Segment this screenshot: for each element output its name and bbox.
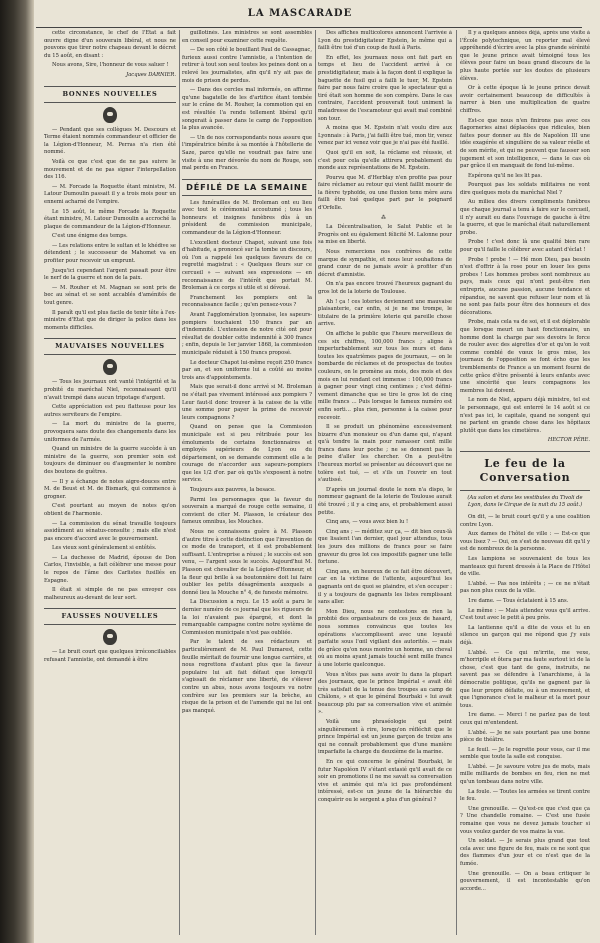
article-paragraph: Quoi qu'il en soit, la réclame est réussie, et c'est pour cela qu'elle attirera probablement du monde aux représentations de M. Epstein. — [318, 149, 452, 172]
binding-spine — [0, 0, 34, 943]
article-paragraph: Pourquoi pas les soldats militaires ne vont dire quelques mots du maréchal Niel ? — [460, 182, 590, 196]
article-paragraph: cette circonstance, le chef de l'Etat a fait œuvre digne d'un souverain libéral, et nous ne pouvons que tirer notre chapeau devant le décret du 15 août, en disant : — [44, 30, 176, 59]
section-subtitle: (Au salon et dans les vestibules du Tivoli de Lyon, dans le Cirque de la nuit du 15 août.) — [467, 494, 583, 509]
article-paragraph: Ah ! ça ! ces loteries deviennent une mauvaise plaisanterie, car enfin, si je ne me trompe, le titulaire de la primière loterie qui pareille chose arrive. — [318, 298, 452, 328]
dialogue-line: Aux dames de l'hôtel de ville : — Est-ce que vous lisez ? — Oui, on s'est de nouveau dit qu'il y est de nombreux de la personne. — [460, 531, 590, 553]
news-item: — Il y a échange de notes aigre-douces entre M. de Beust et M. de Bismark, qui commence à grogner. — [44, 478, 176, 500]
article-paragraph: Mais que serait-il donc arrivé si M. Broleman ne s'était pas vivement intéressé aux pompiers ? Leur faut-il donc trouver à la caisse de la ville une somme pour payer la prime de recevoir leurs compagnons ? — [182, 384, 312, 421]
news-item: — M. Forcade la Roquette étant ministre, M. Latour Dumoulin passait il y a trois mois pour un ennemi acharné de l'empire. — [44, 183, 176, 205]
mask-icon — [103, 107, 117, 123]
article-paragraph: On n'a pas encore trouvé l'heureux gagnant du gros lot de la loterie de Toulouse. — [318, 281, 452, 295]
article-signature: Jacques DARNIER. — [126, 71, 176, 78]
news-item: — Les relations entre le sultan et le khédive se détendent ; le successeur de Mahomet va en profiter pour recevoir un emprunt. — [44, 242, 176, 265]
article-paragraph: Espérons qu'il ne les lit pas. — [468, 172, 543, 179]
dialogue-line: La foule. — Toutes les armées se tirent contre le feu. — [460, 788, 590, 803]
article-paragraph: La Discussion a reçu. Le 15 août a paru le dernier numéro de ce journal que les rigueurs de la loi n'avaient pas épargné, et dont la remarquable campagne contre notre système de Commission municipale n'est pas oubliée. — [182, 599, 312, 636]
article-paragraph: On affiche le public que l'heure merveilleux de ces six chiffres, 100,000 francs ; aligne à imperturbablement sur tous les murs et dans toutes les quatrièmes pages de journaux, — on le bombarde de réclames et de prospectus de toutes couleurs, on le promène au mois, des mois et des mois en lui rendant cet immense : 100,000 francs à gagner pour vingt cinq centimes ; c'est défini- vement dimanche que se tire le gros lot de cinq mille francs … Puis lorsque le fameux numéro est enfin sorti… plus rien, personne à la caisse pour recevoir. — [318, 330, 452, 421]
article-paragraph: Cinq ans ; — méditez sur ça, — dit bien ceux-là que lisaient l'an dernier, quel jour attendus, tous les jours des millions de francs pour se faire graveur du gros lot ces impositifs gagner une telle fortune. — [318, 528, 452, 566]
column-1 — [44, 30, 176, 935]
article-paragraph: En ce qui concerne le général Bourbaki, le futur Napoléon IV s'étant extasié qu'il avait de ce soir en promotions il ne me savait sa conversation vive et animée qui m'a ici pas profondément intéressé, est-ce un jeune de la hiérarchie du conquérir ou le sergent a plus d'un général ? — [318, 759, 452, 803]
article-paragraph: Voilà une phraséologie qui peint singulièrement à rire, lorsqu'on réfléchit que le prince Impérial est un jeune garçon de treize ans qui ne connaît probablement que d'une manière imparfaite la charge du deuxième de la marine. — [318, 719, 452, 756]
news-item: — Dans des cercles mal informés, on affirme qu'une bagatelle de les d'artifice étant tombée sur le crâne de M. Rouher, la commotion qui en est résultée l'a rendu tellement libéral qu'il songerait à passer dans le camp de l'opposition la plus avancée. — [182, 87, 312, 132]
dialogue-line: Une grenouille. — On a beau critiquer le gouvernement, il est incontestable qu'on accorde... — [460, 870, 590, 892]
news-item: Il était si simple de ne pas envoyer ces malheureux au-devant de leur sort. — [44, 587, 176, 601]
news-item: — La mort du ministre de la guerre, provoquera sans doute des changements dans les uniformes de l'armée. — [44, 421, 176, 443]
dialogue-line: 1re dame. — Merci ! ne parlez pas de tout ceux qui m'entendent. — [460, 712, 590, 726]
article-paragraph: D'après un journal doute le nom n'a dispo, le nommeur gagnant de la loterie de Toulouse aurait été trouvé ; il y a cinq ans, et probablement aussi petite. — [318, 486, 452, 516]
column-divider — [179, 30, 180, 935]
article-paragraph: La Décentralisation, le Salut Public et le Progrès ont eu également félicité M. Lalonne pour sa mise en liberté. — [318, 224, 452, 246]
column-4 — [460, 30, 590, 935]
article-paragraph: Les funérailles de M. Broleman ont eu lieu avec tout le cérémonial accoutumé ; tous les honneurs et insignes funèbres dûs à un président de commission municipale, commandeur de la Légion-d'Honneur. — [182, 199, 312, 237]
news-item: — Le bruit court que quelques irréconciliables refusant l'amnistie, ont demandé à être — [44, 649, 176, 664]
dialogue-line: On dit, — le bruit court qu'il y a une coalition contre Lyon. — [460, 514, 590, 528]
page-header — [0, 8, 600, 28]
article-paragraph: Pourvu que M. d'Herblay n'en profite pas pour faire réclamer au retour qui vient faillit mourir de la fièvre typhoïde, ou une fluxion tenu mère aura failli être tué quelque part par le poignard d'Orfelle. — [318, 174, 452, 212]
news-item: Jusqu'ici cependant l'argent passait pour être le nerf de la guerre et non de la paix. — [44, 267, 176, 282]
article-paragraph: Le nom de Niel, apparu déjà ministre, tel est le personnage, qui est enterré le 14 août si ce n'est pas ici, le capitale, quand ne songent qui ne partent en grande chose dans les hôpitaux plutôt que dans les cimetières. — [460, 397, 590, 434]
article-paragraph: Cinq ans, — vous avez bien lu ! — [326, 519, 409, 526]
article-paragraph: Quand on pense que la Commission municipale est si peu rétribuée pour les émoluments de certains fonctionnaires et employés supérieurs de Lyon ou du département, on se demande comment elle a le courage de n'accorder aux sapeurs-pompiers que les 1/2 d'or. par où qu'ils s'exposent à notre service. — [182, 424, 312, 484]
dialogue-line: L'abbé. — Je ne sais pourtant pas une bonne pièce de théâtre. — [460, 729, 590, 744]
article-paragraph: Des affiches multicolores annoncent l'arrivée à Lyon du prestidigitateur Epstein, le même qui a failli être tué d'un coup de fusil à Paris. — [318, 30, 452, 52]
article-paragraph: L'excellent docteur Chapot, suivant une fois d'habitude, a prononcé sur la tombe un discours, où l'on a rappelé les quelques faveurs de ce regretté magistrat : « Quelques fleurs sur ce cercueil » — suivant ses expressions — en reconnaissance de l'intérêt que portait M. Broleman à ce corps si utile et si dévoué. — [182, 239, 312, 292]
article-paragraph: Par le talent de ses rédacteurs et particulièrement de M. Paul Dumarest, cette feuille méritait de fournir une longue carrière, et nous regrettons d'autant plus que la faveur populaire lui ait fait défaut que lorsqu'il s'agissait de réclamer une liberté, de s'élever contre un abus, nous avons toujours vu notre confrère sur les premiers sur la brèche, au risque de la prison et de l'amende qui ne lui ont pas manqué. — [182, 639, 312, 714]
section-heading-bonnes-nouvelles: BONNES NOUVELLES — [44, 86, 176, 103]
dialogue-line: Les lampions se souvenaient de tous les manteaux qui furent dressés à la Place de l'Hôtel de ville. — [460, 556, 590, 578]
article-paragraph: Probe, mais cela va de soi, et il est déplorable que lorsque meurt un haut fonctionnaire, un homme dont la charge par ses devoirs le force de rouler avec des aigrettes d'or et qu'on le voit comme comblé de vœux le gros mise, les journaux de l'opposition se font écho que les tremblements de France a un moment fourni de cette grâce d'être présenté à leurs enfants avec une sincérité que leurs compagnons les membres lui doivent. — [460, 319, 590, 394]
news-item: Quand un ministre de la guerre succède à un ministre de la guerre, son premier soin est toujours de diminuer ou d'augmenter le nombre des boutons de guêtres. — [44, 446, 176, 475]
column-2 — [182, 30, 312, 935]
news-item: — Pendant que ses collègues M. Descours et Terme étaient nommés commandeur et officier de la Légion-d'Honneur, M. Perras n'a rien été nommé. — [44, 126, 176, 156]
section-heading-feu-de-la-conversation: Le feu de la Conversation — [460, 451, 590, 491]
article-paragraph: Au milieu des divers compliments funèbres que chaque journal a tenu à faire sur le cercueil, il n'y aurait eu dans l'ouvrage de gauche à être la guerre, et que le maréchal était naturellement probe. — [460, 199, 590, 236]
article-paragraph: Nous ne connaissons guère à M. Plasson d'autre titre à cette distinction que l'invention de ce mode de transport, et il est probablement suffisant. L'entreprise a réussi ; le succès est son venu, — l'argent sous le succès. Aujourd'hui M. Plasson est chevalier de la Légion-d'Honneur, et la fleur qui brille à sa boutonnière doit lui faire oublier les petits désagréments auxquels a donné lieu la Mouche n° 4, de funeste mémoire. — [182, 529, 312, 596]
separator: ⁂ — [380, 214, 390, 221]
dialogue-line: L'abbé. — Je savoure votre jus de mots, mais mille milliards de bombes en feu, rien ne met qu'un tombeau dans notre ville. — [460, 763, 590, 786]
article-paragraph: Nous remercions nos confrères de cette marque de sympathie, et nous leur souhaitons de grand cœur de ne jamais avoir à profiter d'un décret d'amnistie. — [318, 249, 452, 278]
article-paragraph: Franchement les pompiers ont la reconnaissance facile ; qu'en pensez-vous ? — [182, 294, 312, 309]
news-item: Il paraît qu'il est plus facile de tenir tête à l'ex-ministre d'Etat que de diriger la police dans les moments difficiles. — [44, 309, 176, 331]
news-item: Les vieux sont généralement si entêtés. — [52, 545, 157, 552]
dialogue-line: Le feuil. — Je le regrette pour vous, car il me semble que toute la salle est conquise. — [460, 746, 590, 761]
article-paragraph: Cinq ans, en heureux de ce fait être découvert, car en la victime de l'attente, aujourd'hui les gagnants ont de quoi se plaindre, et s'en occuper : il y a toujours de gagnants les listes remplissant sans aller. — [318, 568, 452, 606]
article-paragraph: Mon Dieu, nous ne contestons en rien la probité des organisateurs de ces jeux de hasard, nous sommes convaincus que toutes les opérations s'accomplissent avec une loyauté parfaite sous l'œil vigilant des autorités. — mais de grâce qu'on nous montre un homme, un cheval où au moins ayant jamais touché sent mille francs à une loterie quelconque. — [318, 608, 452, 668]
mask-icon — [103, 359, 117, 375]
dialogue-line: La lantienne qu'il a dite de vous et lu en silence un garçon qui me répond que j'y suis déjà. — [460, 624, 590, 646]
article-paragraph: Parmi les personnages que la faveur du souverain a marqué de rouge cette semaine, il convient de citer M. Plasson, le créateur des fameux omnibus, les Mouches. — [182, 496, 312, 526]
news-item: C'est une énigme des temps. — [52, 233, 128, 240]
section-heading-mauvaises-nouvelles: MAUVAISES NOUVELLES — [44, 338, 176, 355]
dialogue-line: L'abbé. — Pas nos intérêts ; — ce ne n'était pas non plus ceux de la ville. — [460, 580, 590, 595]
dialogue-line: Un soldat. — Je serais plus grand que tout cela avec une figure de feu, mais ce ne sont que des flammes d'un jour et ce n'est que de la fumée. — [460, 838, 590, 867]
article-signature: HECTOR PÉRE. — [547, 437, 590, 444]
news-item: — De son côté le bouillant Paul de Cassagnac, furieux aussi contre l'amnistie, a l'intention de retirer à tout son seul toutes les peines dont on a relevé les journalistes, afin qu'il n'y ait pas de mois de prison de perdus. — [182, 47, 312, 84]
news-item: Cette appréciation est peu flatteuse pour les autres serviteurs de l'empire. — [44, 404, 176, 418]
dialogue-line: 1re dame. — Tous éclataient à 15 ans. — [468, 598, 569, 604]
news-item: — M. Rouher et M. Magnan se sont pris de bec au sénat et se sont accablés d'aménités de tout genre. — [44, 284, 176, 307]
header-rule — [36, 27, 582, 28]
section-heading-fausses-nouvelles: FAUSSES NOUVELLES — [44, 608, 176, 625]
column-divider — [315, 30, 316, 935]
column-3 — [318, 30, 452, 935]
dialogue-line: Une grenouille. — Qu'est-ce que c'est que ça ? Une chandelle romaine. — C'est une fusée romaine que vous ne devez jamais toucher si vous voulez garder de vos mains la vue. — [460, 805, 590, 835]
section-heading-defile-de-la-semaine: DÉFILÉ DE LA SEMAINE — [182, 179, 312, 196]
article-paragraph: Il y a quelques années déjà, après une visite à l'École polytechnique, un reporter mal élevé appréhendé d'écrire avec la plus grande sérénité que le jeune prince avait témoigné tous les élèves pour faire un beau grand discours de la plus haute portée sur les doutes de plusieurs élèves. — [460, 30, 590, 82]
article-paragraph: A moins que M. Epstein n'ait voulu dire aux Lyonnais : à Paris, j'ai failli être tué, mon tir, venez venez par ici venez voir que je n'ai pas été fusillé. — [318, 125, 452, 147]
article-paragraph: Toujours aux pauvres, la besace. — [190, 487, 276, 494]
news-item: — Un de nos correspondants nous assure que l'impératrice bénite à sa montée à l'hôtellerie de Saze, parce qu'elle ne voudrait pas faire une visite à une mer dévorée du nom de Rouge, son mal perdu en France. — [182, 134, 312, 172]
article-paragraph: Vous n'êtes pas sans avoir lu dans la plupart des journaux, que le prince Impérial « avait été très satisfait de la tenue des troupes au camp de Châlons, » et que le général Bourbaki « lui avait beaucoup plu par sa conversation vive et animée ». — [318, 671, 452, 716]
news-item: C'est pourtant au moyen de notes qu'on obtient de l'harmonie. — [44, 503, 176, 517]
article-paragraph: Avant l'agglomération lyonnaise, les sapeurs-pompiers touchaient 150 francs par an d'indemnité. L'extension de notre cité ont pour résultat de doubler cette indemnité à 300 francs ; enfin, depuis le 1er janvier 1868, la commission municipale réduisit à 150 francs proposé. — [182, 312, 312, 356]
mask-icon — [103, 629, 117, 645]
column-divider — [456, 30, 457, 935]
article-paragraph: En effet, les journaux nous ont fait part en temps et lieu de l'accident arrivé à ce prestidigitateur, mais à la façon dont il explique la baguette de fusil qui a failli le tuer, M. Epstein faire par nous faire croire que le spectateur qui a tiré était son homme de son compère. Dans le cas contraire, l'accident prouverait tout uniment la maladresse de l'escamoteur qui avait mal combiné son tour. — [318, 54, 452, 122]
article-paragraph: Est-ce que nous n'en finirons pas avec ces flagorneries ainsi déplacées que ridicules, bien faites pour donner au fils de Napoléon III une idée exagérée et singulière de sa valeur réelle et de son mérite, et qui ne peuvent que fausser son jugement et son intelligence, — dans le cas où par grâce il en manquait de fond lui-même. — [460, 117, 590, 170]
article-paragraph: Probe ! c'est donc là une qualité bien rare pour qu'il faille le célébrer avec autant d'éclat ! — [460, 239, 590, 254]
dialogue-line: Le même : — Mais attendez vous qu'il arrive. C'est tout avec le petit à peu près. — [460, 607, 590, 622]
article-paragraph: Probe ! probe ! — Hé mon Dieu, pas besoin n'est d'offrir à la rose pour en louer les gens probes ! Les hommes probes sont nombreux au pays, mais ceux qui n'ont peut-être rien entrepris, aucune passion, aucune tendance et répandue, ne savent que refuser leur nom et là ne sont pas faits pour être des honneurs et des décorations. — [460, 256, 590, 316]
dialogue-line: L'abbé. — Ce qui m'irrite, me vexe, m'horripile et ôtera par ma faute surtout ici de la chose, c'est que tant de gens, instruits, ne savent pas se défendre à l'anarchisme, à la démocratie politique, qu'ils ne gagnent par là que leur propre défaite, ou à un mouvement, et que l'ignorance c'est le malheur et la mort pour tous. — [460, 649, 590, 709]
article-paragraph: Le docteur Chapot lui-même reçoit 250 francs par an, et son uniforme lui a coûté au moins trois ans d'appointements. — [182, 359, 312, 381]
article-paragraph: Or à cette époque là le jeune prince devait avoir certainement beaucoup de difficultés à narrer à bien une multiplication de quatre chiffres. — [460, 85, 590, 114]
page-title: LA MASCARADE — [247, 8, 353, 19]
news-item: — La duchesse de Madrid, épouse de Don Carlos, l'invisible, a fait célébrer une messe pour le repos de l'âme des Carlistes fusillés en Espagne. — [44, 554, 176, 584]
article-paragraph: Il se produit un phénomène excessivement bizarre d'un monsieur ou d'un dame qui, n'ayant qu'à tendre la main pour ramasser cent mille francs dans leur poche ; ne se donnent pas la peine d'aller les chercher. On a peut-être l'heureux mortel se présenter au découvert que ne tolère est tué, — et s'ils un l'ouvrir en tout s'autissé. — [318, 424, 452, 484]
article-paragraph: Nous avons, Sire, l'honneur de vous saluer ! — [52, 62, 169, 69]
news-item: — La commission du sénat travaille toujours assidûment au sénatus-consulte ; mais elle n'est pas encore d'accord avec le gouvernement. — [44, 520, 176, 542]
news-item: Voilà ce que c'est que de ne pas suivre le mouvement et de ne pas signer l'interpellation des 116. — [44, 158, 176, 181]
news-item: Le 15 août, le même Forcade la Roquette étant ministre, M. Latour Dumoulin a accroché la plaque de commandeur de la Légion-d'Honneur. — [44, 208, 176, 230]
news-item: guillotinés. Les ministres se sont assemblés en conseil pour examiner cette requête. — [182, 30, 312, 44]
news-item: — Tous les journaux ont vanté l'intégrité et la probité du maréchal Niel, reconnaissant qu'il n'avait trempé dans aucun tripotage d'argent. — [44, 379, 176, 401]
